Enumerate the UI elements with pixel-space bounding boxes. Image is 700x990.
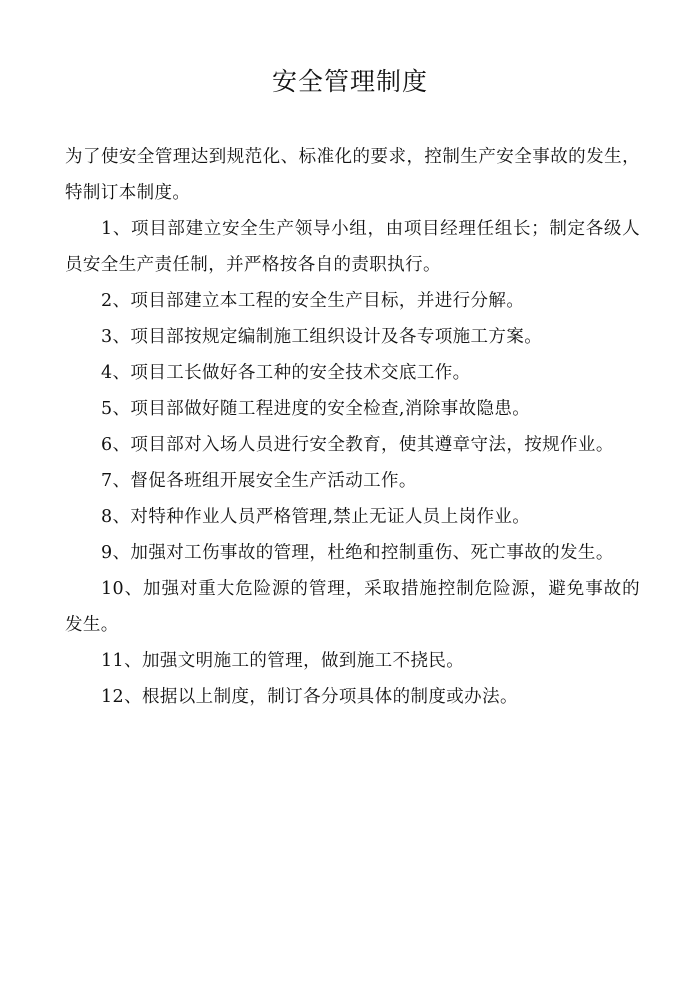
list-item: 6、项目部对入场人员进行安全教育，使其遵章守法，按规作业。 xyxy=(101,435,614,455)
list-item: 7、督促各班组开展安全生产活动工作。 xyxy=(101,471,417,491)
list-item: 1、项目部建立安全生产领导小组，由项目经理任组长；制定各级人员安全生产责任制，并严格按各自的责职执行。 xyxy=(65,219,640,275)
document-body xyxy=(65,139,640,715)
list-item: 9、加强对工伤事故的管理，杜绝和控制重伤、死亡事故的发生。 xyxy=(101,543,614,563)
list-item: 12、根据以上制度，制订各分项具体的制度或办法。 xyxy=(101,687,518,707)
list-item: 5、项目部做好随工程进度的安全检查,消除事故隐患。 xyxy=(101,399,531,419)
document-title: 安全管理制度 xyxy=(271,67,428,96)
intro-paragraph: 为了使安全管理达到规范化、标准化的要求，控制生产安全事故的发生，特制订本制度。 xyxy=(65,147,640,203)
list-item: 10、加强对重大危险源的管理，采取措施控制危险源，避免事故的发生。 xyxy=(65,579,640,635)
list-item: 4、项目工长做好各工种的安全技术交底工作。 xyxy=(101,363,471,383)
list-item: 3、项目部按规定编制施工组织设计及各专项施工方案。 xyxy=(101,327,543,347)
list-item: 8、对特种作业人员严格管理,禁止无证人员上岗作业。 xyxy=(101,507,531,527)
list-item: 2、项目部建立本工程的安全生产目标，并进行分解。 xyxy=(101,291,525,311)
list-item: 11、加强文明施工的管理，做到施工不挠民。 xyxy=(101,651,465,671)
